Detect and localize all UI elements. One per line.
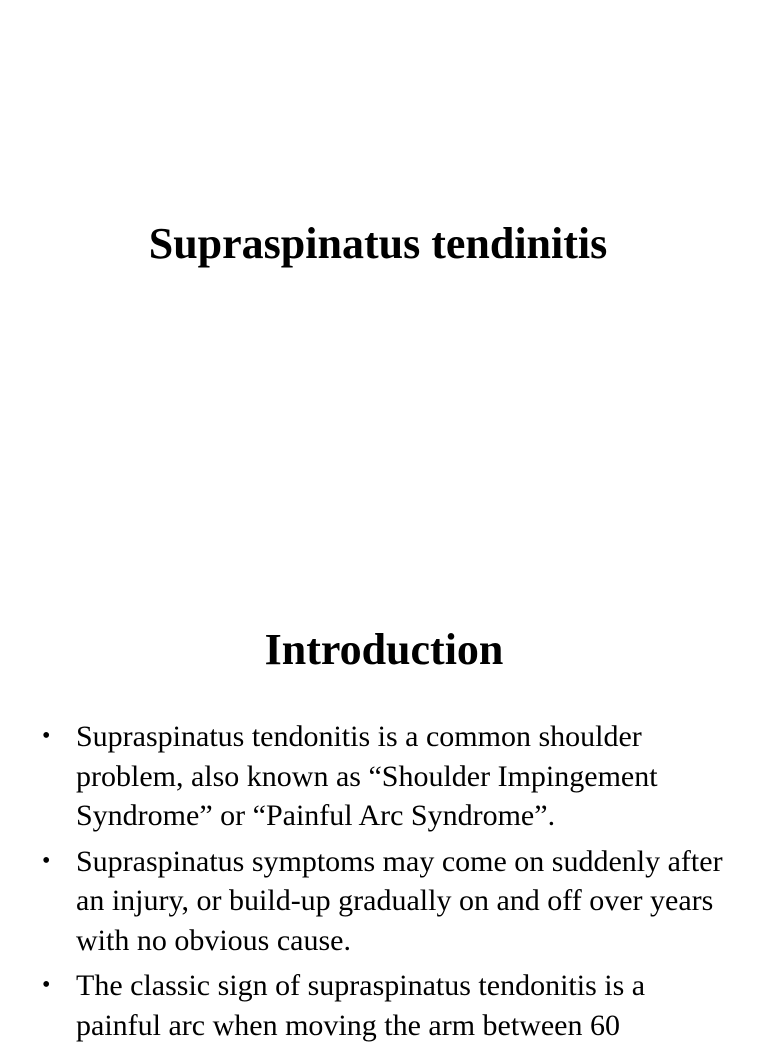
bullet-text: The classic sign of supraspinatus tendonitis is a painful arc when moving the arm between 60 xyxy=(76,969,646,1042)
bullet-text: Supraspinatus symptoms may come on suddenly after an injury, or build-up gradually on and off over years with no obvious cause. xyxy=(76,844,723,957)
list-item xyxy=(0,842,768,961)
list-item xyxy=(0,717,768,836)
section-heading-introduction: Introduction xyxy=(264,625,504,674)
bullet-icon: • xyxy=(42,847,51,874)
slide-title xyxy=(0,218,768,270)
list-item xyxy=(0,966,768,1045)
bullet-icon: • xyxy=(42,972,51,998)
bullet-list xyxy=(0,717,768,1051)
bullet-icon: • xyxy=(42,723,51,749)
bullet-text: Supraspinatus tendonitis is a common shoulder problem, also known as “Shoulder Impingement Syndrome” or “Painful Arc Syndrome”. xyxy=(76,720,658,832)
slide-title-text: Supraspinatus tendinitis xyxy=(148,219,608,268)
